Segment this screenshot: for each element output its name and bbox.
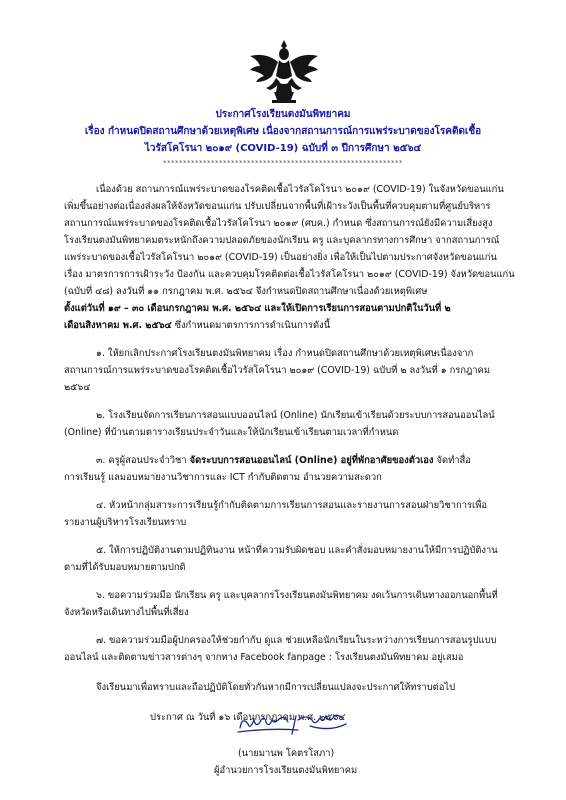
item1-line-2: สถานการณ์การแพร่ระบาดของโรคติดเชื้อไวรัสโคโรนา ๒๐๑๙ (COVID-19) ฉบับที่ ๒ ลงวันที่ ๑ กรกฎาคม (64, 365, 491, 376)
garuda-emblem-icon (248, 38, 320, 106)
signatory-name: (นายมานพ โคตรโสภา) (238, 748, 335, 759)
item3-text-a: ๓. ครูผู้สอนประจำวิชา (96, 455, 190, 466)
item3-text-b: จัดทำสื่อ (433, 455, 471, 466)
announcement-date: ประกาศ ณ วันที่ ๑๖ เดือนกรกฎาคม พ.ศ. ๒๕๖๔ (150, 712, 346, 723)
item5-line-1: ๕. ให้การปฏิบัติงานตามปฏิทินงาน หน้าที่ความรับผิดชอบ และคำสั่งมอบหมายงานให้มีการปฏิบัติงาน (96, 545, 498, 556)
p1-line-9 (64, 320, 330, 332)
item2-line-2: (Online) ที่บ้านตามตารางเรียนประจำวันและให้นักเรียนเข้าเรียนตามเวลาที่กำหนด (64, 427, 399, 438)
item6-line-2: จังหวัดหรือเดินทางไปพื้นที่เสี่ยง (64, 607, 189, 618)
item2-line-1: ๒. โรงเรียนจัดการเรียนการสอนแบบออนไลน์ (Online) นักเรียนเข้าเรียนด้วยระบบการสอนออนไลน์ (96, 410, 495, 421)
item6-line-1: ๖. ขอความร่วมมือ นักเรียน ครู และบุคลากรโรงเรียนตงมันพิทยาคม งดเว้นการเดินทางออกนอกพื้นที่ (96, 590, 498, 601)
p1-bold-line-1: ตั้งแต่วันที่ ๑๙ – ๓๐ เดือนกรกฎาคม พ.ศ. ๒๕๖๔ และให้เปิดการเรียนการสอนตามปกติในวันที่ ๒ (64, 303, 451, 314)
p1-bold-line-2: เดือนสิงหาคม พ.ศ. ๒๕๖๔ (64, 320, 172, 331)
announcement-subject-line-1: เรื่อง กำหนดปิดสถานศึกษาด้วยเหตุพิเศษ เนื่องจากสถานการณ์การแพร่ระบาดของโรคติดเชื้อ (84, 126, 482, 137)
p1-tail: ซึ่งกำหนดมาตรการการดำเนินการดังนี้ (171, 320, 331, 331)
signatory-position: ผู้อำนวยการโรงเรียนตงมันพิทยาคม (214, 765, 358, 776)
item4-line-1: ๔. หัวหน้ากลุ่มสาระการเรียนรู้กำกับติดตามการเรียนการสอนและรายงานการสอนฝ่ายวิชาการเพื่อ (96, 500, 488, 511)
announcement-org: ประกาศโรงเรียนตงมันพิทยาคม (215, 109, 351, 120)
header-separator: ************************************************************ (163, 159, 403, 167)
p1-line-5: แพร่ระบาดของเชื้อไวรัสโคโรนา ๒๐๑๙ (COVID-19) เป็นอย่างยิ่ง เพื่อให้เป็นไปตามประกาศจังหวัดขอนแก่น (64, 252, 497, 263)
p1-line-4: โรงเรียนตงมันพิทยาคมตระหนักถึงความปลอดภัยของนักเรียน ครู และบุคลากรทางการศึกษา จากสถานการณ์ (64, 235, 500, 246)
p1-line-1: เนื่องด้วย สถานการณ์แพร่ระบาดของโรคติดเชื้อไวรัสโคโรนา ๒๐๑๙ (COVID-19) ในจังหวัดขอนแก่น (96, 184, 504, 195)
p1-line-7: (ฉบับที่ ๔๘) ลงวันที่ ๑๑ กรกฎาคม พ.ศ. ๒๕๖๔ จึงกำหนดปิดสถานศึกษาเนื่องด้วยเหตุพิเศษ (64, 286, 428, 297)
p1-line-2: เพิ่มขึ้นอย่างต่อเนื่องส่งผลให้จังหวัดขอนแก่น ปรับเปลี่ยนจากพื้นที่เฝ้าระวังเป็นพื้นที่ควบคุมตามที่ศูนย์บริหาร (64, 201, 491, 212)
p1-line-3: สถานการณ์แพร่ระบาดของโรคติดเชื้อไวรัสโคโรนา ๒๐๑๙ (ศบค.) กำหนด ซึ่งสถานการณ์ยังมีความเสี่ยงสูง (64, 218, 493, 229)
item3-line-2: การเรียนรู้ แลมอบหมายงานวิชาการและ ICT กำกับติดตาม อำนวยความสะดวก (64, 472, 382, 483)
signature-icon (232, 706, 362, 740)
item7-line-2: ออนไลน์ และติดตามข่าวสารต่างๆ จากทาง Facebook fanpage : โรงเรียนตงมันพิทยาคม อยู่เสมอ (64, 652, 464, 663)
p1-line-6: เรื่อง มาตรการการเฝ้าระวัง ป้องกัน และควบคุมโรคติดต่อเชื้อไวรัสโคโรนา ๒๐๑๙ (COVID-19) จังหวัดขอนแก่น (64, 269, 515, 280)
closing-line: จึงเรียนมาเพื่อทราบและถือปฏิบัติโดยทั่วกันหากมีการเปลี่ยนแปลงจะประกาศให้ทราบต่อไป (96, 682, 456, 693)
item1-line-1: ๑. ให้ยกเลิกประกาศโรงเรียนตงมันพิทยาคม เรื่อง กำหนดปิดสถานศึกษาด้วยเหตุพิเศษเนื่องจาก (96, 348, 474, 359)
item1-line-3: ๒๕๖๔ (64, 382, 91, 393)
announcement-subject-line-2: ไวรัสโคโรนา ๒๐๑๙ (COVID-19) ฉบับที่ ๓ ปีการศึกษา ๒๕๖๔ (144, 143, 422, 154)
item3-bold: จัดระบบการสอนออนไลน์ (Online) อยู่ที่พักอาศัยของตัวเอง (189, 455, 434, 466)
item4-line-2: รายงานผู้บริหารโรงเรียนทราบ (64, 517, 187, 528)
item5-line-2: ตามที่ได้รับมอบหมายตามปกติ (64, 562, 186, 573)
item3-line-1 (96, 455, 471, 467)
item7-line-1: ๗. ขอความร่วมมือผู้ปกครองให้ช่วยกำกับ ดูแล ช่วยเหลือนักเรียนในระหว่างการเรียนการสอนรูปแบบ (96, 635, 497, 646)
